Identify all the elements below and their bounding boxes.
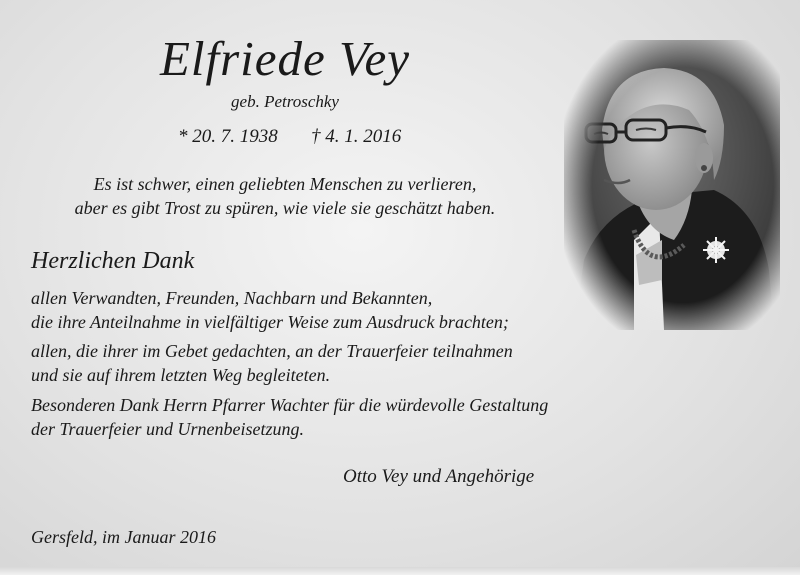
deceased-name: Elfriede Vey [159,31,411,86]
birth-date: * 20. 7. 1938 [178,126,278,147]
thanks-line: und sie auf ihrem letzten Weg begleiteten. [31,365,331,385]
thanks-line: Besonderen Dank Herrn Pfarrer Wachter für die würdevolle Gestaltung [31,395,549,415]
card-edge [0,567,800,575]
death-date: † 4. 1. 2016 [311,126,402,147]
thanks-line: der Trauerfeier und Urnenbeisetzung. [31,419,304,439]
maiden-name: geb. Petroschky [231,92,339,111]
thanks-line: die ihre Anteilnahme in vielfältiger Weise zum Ausdruck brachten; [31,312,509,332]
thanks-line: allen Verwandten, Freunden, Nachbarn und Bekannten, [31,288,433,308]
portrait-photo [564,40,780,330]
place-date: Gersfeld, im Januar 2016 [31,527,216,547]
verse-line: aber es gibt Trost zu spüren, wie viele sie geschätzt haben. [74,198,496,218]
verse-line: Es ist schwer, einen geliebten Menschen zu verlieren, [93,174,477,194]
signature: Otto Vey und Angehörige [343,466,535,487]
thanks-line: allen, die ihrer im Gebet gedachten, an der Trauerfeier teilnahmen [31,341,513,361]
life-dates [0,126,570,150]
thanks-heading: Herzlichen Dank [31,248,195,274]
